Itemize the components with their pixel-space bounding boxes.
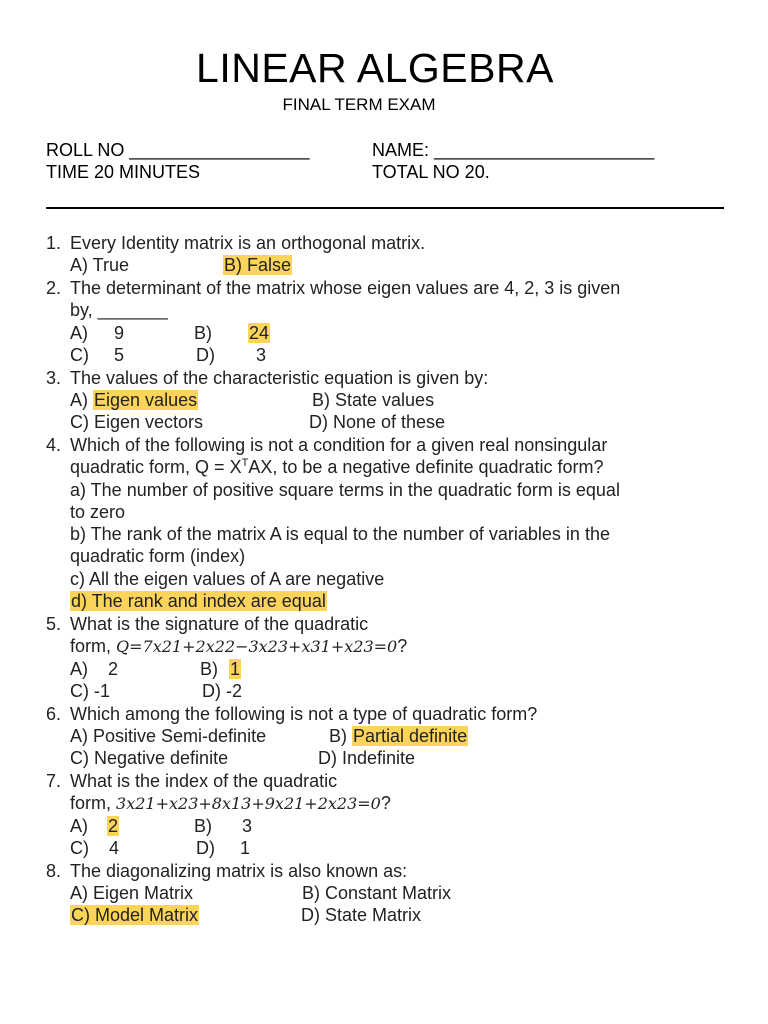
q3-option-c: C) Eigen vectors bbox=[70, 412, 204, 432]
time-info: TIME 20 MINUTES bbox=[46, 162, 201, 182]
question-text: The diagonalizing matrix is also known as: bbox=[70, 861, 408, 881]
q5-option-c: C) -1 bbox=[70, 681, 110, 701]
q7-option-a-value bbox=[107, 815, 119, 837]
question-text: The values of the characteristic equation is given by: bbox=[70, 368, 489, 388]
text-part: quadratic form, Q = X bbox=[70, 457, 242, 477]
q2-option-b-value bbox=[248, 322, 270, 344]
q7-option-b-value: 3 bbox=[242, 816, 253, 836]
highlighted-answer: 2 bbox=[108, 816, 119, 836]
q2-option-d-value: 3 bbox=[256, 345, 267, 365]
q5-option-d: D) -2 bbox=[202, 681, 242, 701]
question-number: 1. bbox=[46, 233, 62, 253]
q2-option-c-value: 5 bbox=[114, 345, 125, 365]
q4-option-d bbox=[70, 590, 327, 612]
q5-option-a-value: 2 bbox=[108, 659, 119, 679]
question-text-continued bbox=[70, 635, 407, 658]
question-text: Which among the following is not a type of quadratic form? bbox=[70, 704, 538, 724]
total-info: TOTAL NO 20. bbox=[372, 162, 490, 182]
question-text-continued: by, _______ bbox=[70, 300, 168, 320]
question-text-continued bbox=[70, 456, 604, 478]
q6-option-c: C) Negative definite bbox=[70, 748, 229, 768]
text-part: form, bbox=[70, 793, 117, 813]
q8-option-b: B) Constant Matrix bbox=[302, 883, 452, 903]
q2-option-d-label: D) bbox=[196, 345, 215, 365]
q7-option-b-label: B) bbox=[194, 816, 212, 836]
question-text: Which of the following is not a condition for a given real nonsingular bbox=[70, 435, 608, 455]
q4-option-b-continued: quadratic form (index) bbox=[70, 546, 246, 566]
question-number: 7. bbox=[46, 771, 62, 791]
question-number: 2. bbox=[46, 278, 62, 298]
q6-option-a: A) Positive Semi-definite bbox=[70, 726, 267, 746]
q7-option-d-label: D) bbox=[196, 838, 215, 858]
q2-option-a-label: A) bbox=[70, 323, 88, 343]
q5-option-a-label: A) bbox=[70, 659, 88, 679]
option-label: B) bbox=[329, 726, 347, 746]
highlighted-answer: 24 bbox=[249, 323, 270, 343]
q4-option-a: a) The number of positive square terms in the quadratic form is equal bbox=[70, 480, 620, 500]
question-text: The determinant of the matrix whose eigen values are 4, 2, 3 is given bbox=[70, 278, 621, 298]
q4-option-b: b) The rank of the matrix A is equal to the number of variables in the bbox=[70, 524, 610, 544]
q6-option-d: D) Indefinite bbox=[318, 748, 416, 768]
q3-option-b: B) State values bbox=[312, 390, 435, 410]
text-part: ? bbox=[397, 636, 408, 656]
q7-option-a-label: A) bbox=[70, 816, 88, 836]
text-part: form, bbox=[70, 636, 117, 656]
q7-option-d-value: 1 bbox=[240, 838, 251, 858]
question-text: What is the index of the quadratic bbox=[70, 771, 338, 791]
question-text: What is the signature of the quadratic bbox=[70, 614, 369, 634]
highlighted-answer: Partial definite bbox=[353, 726, 468, 746]
q8-option-c bbox=[70, 904, 199, 926]
roll-no-field: ROLL NO __________________ bbox=[46, 140, 310, 160]
question-text: Every Identity matrix is an orthogonal matrix. bbox=[70, 233, 426, 253]
question-number: 8. bbox=[46, 861, 62, 881]
math-expression: Q=7x21+2x22−3x23+x31+x23=0 bbox=[116, 637, 398, 656]
q8-option-a: A) Eigen Matrix bbox=[70, 883, 194, 903]
q1-option-a: A) True bbox=[70, 255, 130, 275]
highlighted-answer: Eigen values bbox=[94, 390, 198, 410]
text-part: AX, to be a negative definite quadratic form? bbox=[248, 457, 604, 477]
q1-option-b bbox=[223, 254, 292, 276]
highlighted-answer: B) False bbox=[224, 255, 292, 275]
exam-subtitle: FINAL TERM EXAM bbox=[282, 95, 436, 114]
question-number: 4. bbox=[46, 435, 62, 455]
q3-option-d: D) None of these bbox=[309, 412, 446, 432]
question-number: 3. bbox=[46, 368, 62, 388]
q2-option-b-label: B) bbox=[194, 323, 212, 343]
q8-option-d: D) State Matrix bbox=[301, 905, 422, 925]
q5-option-b-value bbox=[229, 658, 241, 680]
exam-title: LINEAR ALGEBRA bbox=[196, 45, 554, 91]
q2-option-a-value: 9 bbox=[114, 323, 125, 343]
header-divider bbox=[46, 207, 724, 209]
q5-option-b-label: B) bbox=[200, 659, 218, 679]
superscript: T bbox=[241, 457, 249, 469]
q2-option-c-label: C) bbox=[70, 345, 89, 365]
option-label: A) bbox=[70, 390, 88, 410]
math-expression: 3x21+x23+8x13+9x21+2x23=0 bbox=[116, 794, 381, 813]
q7-option-c-value: 4 bbox=[109, 838, 120, 858]
q6-option-b bbox=[329, 725, 468, 747]
q3-option-a bbox=[70, 389, 198, 411]
q4-option-c: c) All the eigen values of A are negative bbox=[70, 569, 385, 589]
text-part: ? bbox=[380, 793, 391, 813]
highlighted-answer: d) The rank and index are equal bbox=[71, 591, 326, 611]
question-text-continued bbox=[70, 792, 391, 815]
question-number: 5. bbox=[46, 614, 62, 634]
q4-option-a-continued: to zero bbox=[70, 502, 126, 522]
name-field: NAME: ______________________ bbox=[372, 140, 655, 160]
highlighted-answer: 1 bbox=[230, 659, 241, 679]
q7-option-c-label: C) bbox=[70, 838, 89, 858]
question-number: 6. bbox=[46, 704, 62, 724]
highlighted-answer: C) Model Matrix bbox=[71, 905, 199, 925]
